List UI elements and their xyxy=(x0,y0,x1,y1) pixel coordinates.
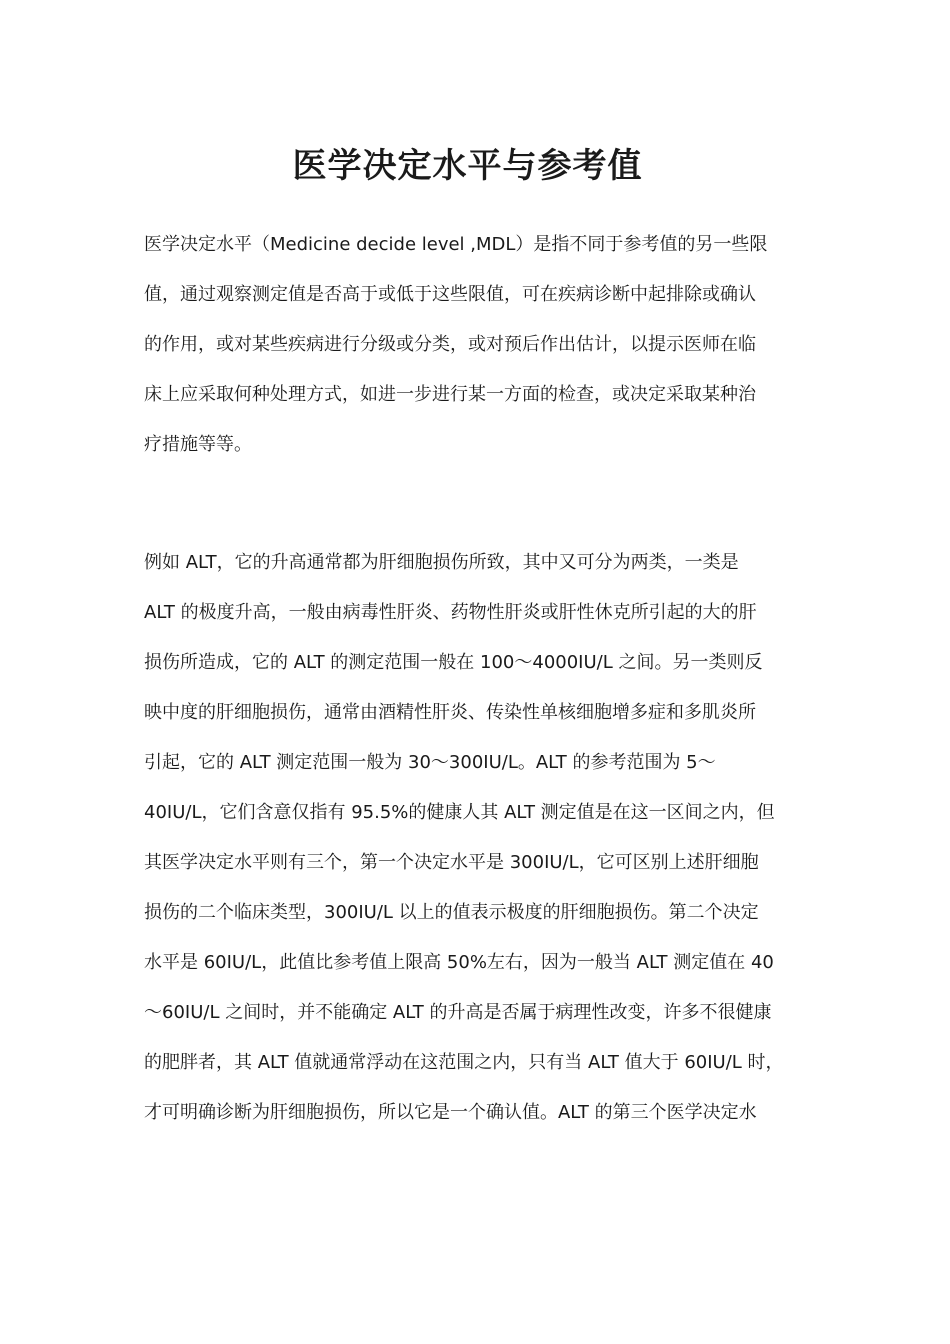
text-line: 40IU/L，它们含意仅指有 95.5%的健康人其 ALT 测定值是在这一区间之内，但 xyxy=(144,802,775,823)
document-title: 医学决定水平与参考值 xyxy=(292,146,643,186)
text-line: 才可明确诊断为肝细胞损伤，所以它是一个确认值。ALT 的第三个医学决定水 xyxy=(144,1102,757,1123)
text-line: 损伤所造成，它的 ALT 的测定范围一般在 100～4000IU/L 之间。另一类则反 xyxy=(144,652,763,673)
text-line: 损伤的二个临床类型，300IU/L 以上的值表示极度的肝细胞损伤。第二个决定 xyxy=(144,902,759,923)
paragraph-mdl-definition xyxy=(144,220,767,470)
text-line: ALT 的极度升高，一般由病毒性肝炎、药物性肝炎或肝性休克所引起的大的肝 xyxy=(144,602,757,623)
text-line: ～60IU/L 之间时，并不能确定 ALT 的升高是否属于病理性改变，许多不很健康 xyxy=(144,1002,772,1023)
text-line: 的肥胖者，其 ALT 值就通常浮动在这范围之内，只有当 ALT 值大于 60IU/L 时， xyxy=(144,1052,784,1073)
text-line: 映中度的肝细胞损伤，通常由酒精性肝炎、传染性单核细胞增多症和多肌炎所 xyxy=(144,702,756,723)
text-line: 其医学决定水平则有三个，第一个决定水平是 300IU/L，它可区别上述肝细胞 xyxy=(144,852,759,873)
text-line: 引起，它的 ALT 测定范围一般为 30～300IU/L。ALT 的参考范围为 5～ xyxy=(144,752,716,773)
text-line: 的作用，或对某些疾病进行分级或分类，或对预后作出估计，以提示医师在临 xyxy=(144,334,756,355)
text-line: 医学决定水平（Medicine decide level ,MDL）是指不同于参考值的另一些限 xyxy=(144,234,768,255)
text-line: 水平是 60IU/L，此值比参考值上限高 50%左右，因为一般当 ALT 测定值在 40 xyxy=(144,952,774,973)
paragraph-alt-example xyxy=(144,538,784,1138)
text-line: 例如 ALT，它的升高通常都为肝细胞损伤所致，其中又可分为两类，一类是 xyxy=(144,552,739,573)
text-line: 床上应采取何种处理方式，如进一步进行某一方面的检查，或决定采取某种治 xyxy=(144,384,756,405)
text-line: 值，通过观察测定值是否高于或低于这些限值，可在疾病诊断中起排除或确认 xyxy=(144,284,756,305)
text-line: 疗措施等等。 xyxy=(144,434,252,455)
